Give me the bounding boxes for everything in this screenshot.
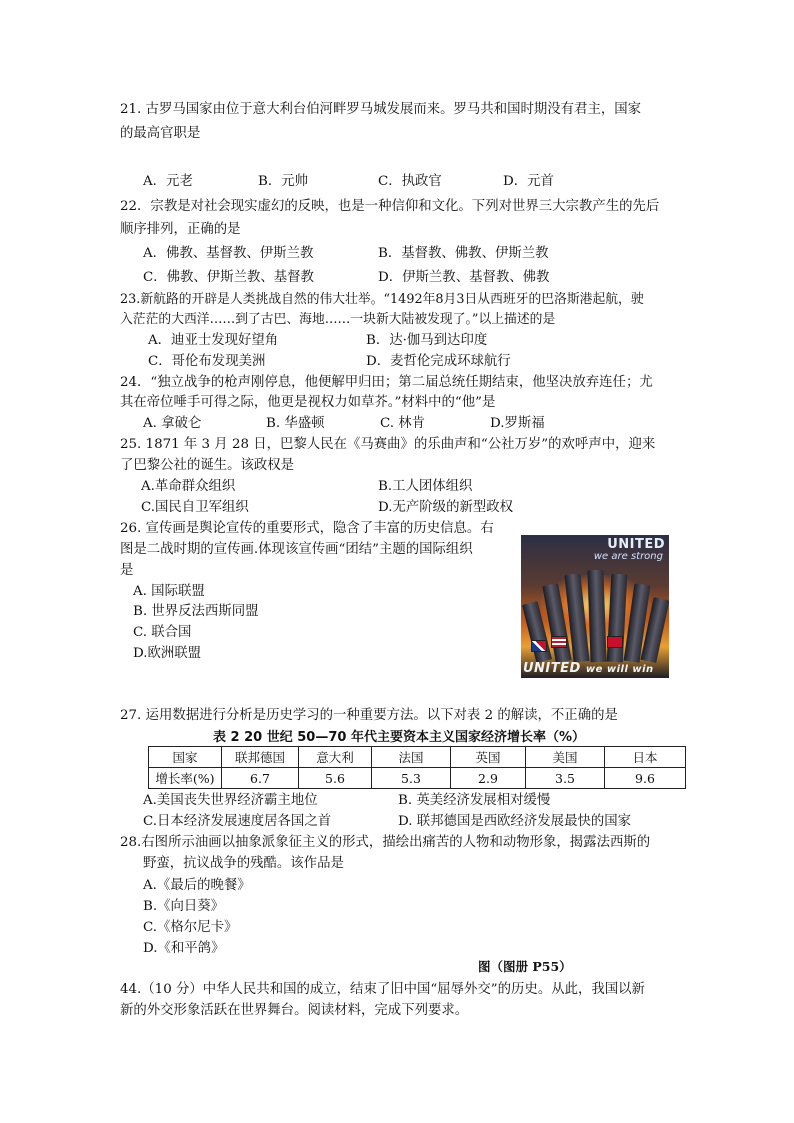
poster-bottom-subtitle: we will win	[585, 664, 654, 675]
q22-option-d: D．伊斯兰教、基督教、佛教	[378, 270, 550, 285]
q25-stem-line2: 了巴黎公社的诞生。该政权是	[120, 458, 295, 473]
q24-option-d: D.罗斯福	[490, 416, 545, 431]
soviet-flag-icon	[607, 636, 623, 648]
table-cell: 增长率(%)	[149, 768, 222, 789]
table-cell: 9.6	[605, 768, 686, 789]
table-header-cell: 意大利	[299, 747, 372, 768]
q21-option-a: A．元老	[143, 174, 193, 189]
us-flag-icon	[551, 636, 567, 648]
q22-stem-line2: 顺序排列，正确的是	[120, 222, 241, 237]
q28-option-c: C.《格尔尼卡》	[143, 920, 238, 935]
q44-stem-line2: 新的外交形象活跃在世界舞台。阅读材料，完成下列要求。	[120, 1003, 469, 1018]
q27-option-a: A.美国丧失世界经济霸主地位	[143, 793, 318, 808]
q22-option-b: B．基督教、佛教、伊斯兰教	[378, 246, 549, 261]
q23-option-b: B．达·伽马到达印度	[366, 333, 488, 348]
poster-cannon-barrel	[587, 570, 606, 663]
q26-stem-line2: 图是二战时期的宣传画.体现该宣传画“团结”主题的国际组织	[120, 542, 473, 557]
table-header-cell: 日本	[605, 747, 686, 768]
q26-option-a: A. 国际联盟	[133, 584, 205, 599]
table-header-row	[149, 747, 686, 768]
table-header-cell: 法国	[372, 747, 451, 768]
table-cell: 5.6	[299, 768, 372, 789]
q28-stem-line2: 野蛮，抗议战争的残酷。该作品是	[143, 856, 344, 871]
q26-stem-line1: 26. 宣传画是舆论宣传的重要形式，隐含了丰富的历史信息。右	[120, 521, 494, 536]
q26-option-d: D.欧洲联盟	[133, 646, 202, 661]
uk-flag-icon	[531, 640, 547, 652]
table-header-cell: 国家	[149, 747, 222, 768]
q23-option-a: A．迪亚士发现好望角	[148, 333, 279, 348]
table-header-cell: 美国	[526, 747, 605, 768]
q28-figure-caption: 图（图册 P55）	[478, 959, 572, 974]
table-header-cell: 联邦德国	[222, 747, 299, 768]
q24-stem-line1: 24．“独立战争的枪声刚停息，他便解甲归田；第二届总统任期结束，他坚决放弃连任；尤	[120, 375, 653, 390]
table-cell: 3.5	[526, 768, 605, 789]
q24-option-c: C. 林肯	[380, 416, 426, 431]
q23-option-c: C．哥伦布发现美洲	[148, 354, 266, 369]
q25-stem-line1: 25. 1871 年 3 月 28 日，巴黎人民在《马赛曲》的乐曲声和“公社万岁”的欢呼声中，迎来	[120, 437, 656, 452]
q22-option-c: C．佛教、伊斯兰教、基督教	[143, 270, 314, 285]
table-cell: 6.7	[222, 768, 299, 789]
ww2-propaganda-poster	[521, 535, 669, 678]
q26-option-c: C. 联合国	[133, 625, 192, 640]
q25-option-d: D.无产阶级的新型政权	[378, 500, 514, 515]
poster-bottom-title-text: UNITED	[523, 661, 581, 676]
q25-option-a: A.革命群众组织	[141, 479, 236, 494]
q27-growth-table	[148, 746, 686, 789]
q22-stem-line1: 22．宗教是对社会现实虚幻的反映，也是一种信仰和文化。下列对世界三大宗教产生的先后	[120, 199, 660, 214]
q22-option-a: A．佛教、基督教、伊斯兰教	[143, 246, 314, 261]
q44-stem-line1: 44.（10 分）中华人民共和国的成立，结束了旧中国“屈辱外交”的历史。从此，我国以新	[120, 982, 645, 997]
table-header-cell: 英国	[451, 747, 526, 768]
q28-stem-line1: 28.右图所示油画以抽象派象征主义的形式，描绘出痛苦的人物和动物形象，揭露法西斯的	[120, 835, 651, 850]
table-cell: 2.9	[451, 768, 526, 789]
q23-stem-line2: 入茫茫的大西洋……到了古巴、海地……一块新大陆被发现了。”以上描述的是	[120, 312, 556, 327]
q25-option-b: B.工人团体组织	[378, 479, 473, 494]
poster-bottom-title	[523, 661, 654, 676]
q21-stem-line1: 21. 古罗马国家由位于意大利台伯河畔罗马城发展而来。罗马共和国时期没有君主，国家	[120, 102, 642, 117]
table-row	[149, 768, 686, 789]
q28-option-a: A.《最后的晚餐》	[143, 878, 251, 893]
q24-stem-line2: 其在帝位唾手可得之际，他更是视权力如草芥。”材料中的“他”是	[120, 395, 496, 410]
q27-option-d: D. 联邦德国是西欧经济发展最快的国家	[398, 814, 632, 829]
q24-option-b: B. 华盛顿	[266, 416, 325, 431]
q26-stem-line3: 是	[120, 563, 134, 578]
poster-top-subtitle: we are strong	[593, 551, 663, 562]
q24-option-a: A. 拿破仑	[143, 416, 202, 431]
q23-stem-line1: 23.新航路的开辟是人类挑战自然的伟大壮举。“1492年8月3日从西班牙的巴洛斯港起航，驶	[120, 292, 644, 307]
poster-top-title: UNITED	[607, 537, 665, 552]
q27-option-c: C.日本经济发展速度居各国之首	[143, 814, 332, 829]
table-cell: 5.3	[372, 768, 451, 789]
q26-option-b: B. 世界反法西斯同盟	[133, 604, 259, 619]
q27-table-title: 表 2 20 世纪 50—70 年代主要资本主义国家经济增长率（%）	[213, 730, 585, 745]
q27-option-b: B. 英美经济发展相对缓慢	[398, 793, 551, 808]
q28-option-d: D.《和平鸽》	[143, 941, 225, 956]
q21-stem-line2: 的最高官职是	[120, 126, 201, 141]
q25-option-c: C.国民自卫军组织	[141, 500, 249, 515]
q21-option-d: D．元首	[503, 174, 554, 189]
q28-option-b: B.《向日葵》	[143, 899, 225, 914]
q21-option-b: B．元帅	[258, 174, 309, 189]
q23-option-d: D．麦哲伦完成环球航行	[366, 354, 511, 369]
q21-option-c: C．执政官	[378, 174, 442, 189]
q27-stem-line1: 27. 运用数据进行分析是历史学习的一种重要方法。以下对表 2 的解读，不正确的是	[120, 708, 618, 723]
